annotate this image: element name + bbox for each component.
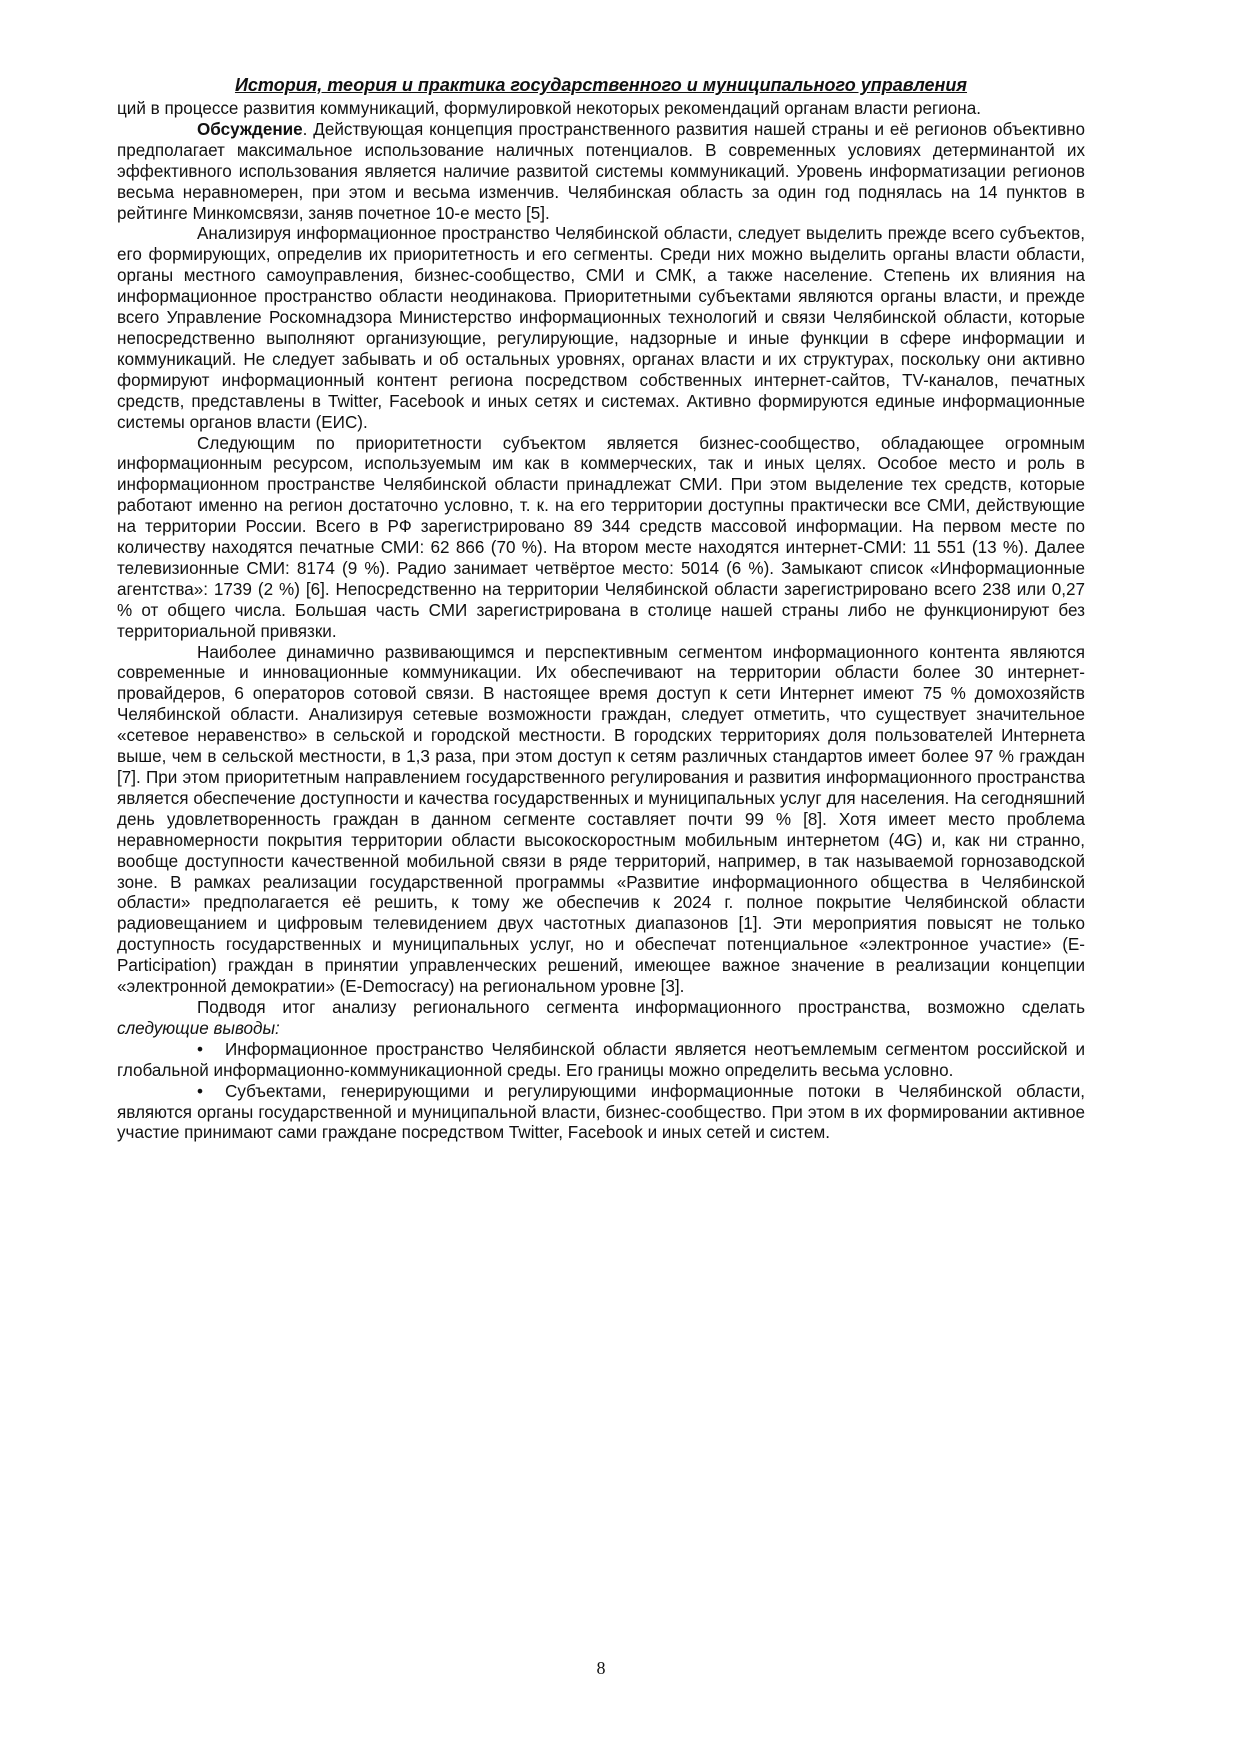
conclusions-italic: следующие выводы: <box>117 1018 280 1038</box>
discussion-heading: Обсуждение <box>197 119 303 139</box>
paragraph-conclusions-intro <box>117 998 1085 1040</box>
running-title: История, теория и практика государственного и муниципального управления <box>234 75 968 95</box>
page-number: 8 <box>596 1658 606 1678</box>
bullet-item-text: Субъектами, генерирующими и регулирующими информационные потоки в Челябинской области, являются органы государственной и муниципальной власти, бизнес-сообщество. При этом в их формировании активное участие принимают сами граждане посредством Twitter, Facebook и иных сетей и систем. <box>117 1081 1085 1143</box>
bullet-item-2 <box>117 1082 1085 1145</box>
bullet-icon: • <box>197 1081 203 1101</box>
bullet-icon: • <box>197 1039 203 1059</box>
body-text <box>117 99 1085 1144</box>
document-page <box>117 62 1085 1722</box>
conclusions-intro-text: Подводя итог анализу регионального сегмента информационного пространства, возможно сделать <box>197 997 1085 1017</box>
bullet-item-text: Информационное пространство Челябинской области является неотъемлемым сегментом российской и глобальной информационно-коммуникационной среды. Его границы можно определить весьма условно. <box>117 1039 1085 1080</box>
paragraph-discussion <box>117 120 1085 225</box>
paragraph-5: Наиболее динамично развивающимся и перспективным сегментом информационного контента являются современные и инновационные коммуникации. Их обеспечивают на территории области более 30 интернет-провайдеров, 6 операторов сотовой связи. В настоящее время доступ к сети Интернет имеют 75 % домохозяйств Челябинской области. Анализируя сетевые возможности граждан, следует отметить, что существует значительное «сетевое неравенство» в сельской и городской местности. В городских территориях доля пользователей Интернета выше, чем в сельской местности, в 1,3 раза, при этом доступ к сетям различных стандартов имеет более 97 % граждан [7]. При этом приоритетным направлением государственного регулирования и развития информационного пространства является обеспечение доступности и качества государственных и муниципальных услуг для населения. На сегодняшний день удовлетворенность граждан в данном сегменте составляет почти 99 % [8]. Хотя имеет место проблема неравномерности покрытия территории области высокоскоростным мобильным интернетом (4G) и, как ни странно, вообще доступности качественной мобильной связи в ряде территорий, например, в так называемой горнозаводской зоне. В рамках реализации государственной программы «Развитие информационного общества в Челябинской области» предполагается её решить, к тому же обеспечив к 2024 г. полное покрытие Челябинской области радиовещанием и цифровым телевидением двух частотных диапазонов [1]. Эти мероприятия повысят не только доступность государственных и муниципальных услуг, но и обеспечат потенциальное «электронное участие» (E-Participation) граждан в принятии управленческих решений, имеющее важное значение в реализации концепции «электронной демократии» (E-Democracy) на региональном уровне [3]. <box>117 642 1085 997</box>
discussion-text: . Действующая концепция пространственного развития нашей страны и её регионов объективно предполагает максимальное использование наличных потенциалов. В современных условиях детерминантой их эффективного использования является наличие развитой системы коммуникаций. Уровень информатизации регионов весьма неравномерен, при этом и весьма изменчив. Челябинская область за один год поднялась на 14 пунктов в рейтинге Минкомсвязи, заняв почетное 10-е место [5]. <box>117 119 1085 223</box>
bullet-item-1 <box>117 1040 1085 1082</box>
paragraph-1: ций в процессе развития коммуникаций, формулировкой некоторых рекомендаций органам власти региона. <box>117 99 981 118</box>
paragraph-3: Анализируя информационное пространство Челябинской области, следует выделить прежде всего субъектов, его формирующих, определив их приоритетность и его сегменты. Среди них можно выделить органы власти области, органы местного самоуправления, бизнес-сообщество, СМИ и СМК, а также население. Степень их влияния на информационное пространство области неодинакова. Приоритетными субъектами являются органы власти, и прежде всего Управление Роскомнадзора Министерство информационных технологий и связи Челябинской области, которые непосредственно выполняют организующие, регулирующие, надзорные и иные функции в сфере информации и коммуникаций. Не следует забывать и об остальных уровнях, органах власти и их структурах, поскольку они активно формируют информационный контент региона посредством собственных интернет-сайтов, TV-каналов, печатных средств, представлены в Twitter, Facebook и иных сетях и системах. Активно формируются единые информационные системы органов власти (ЕИС). <box>117 224 1085 432</box>
paragraph-4: Следующим по приоритетности субъектом является бизнес-сообщество, обладающее огромным информационным ресурсом, используемым им как в коммерческих, так и иных целях. Особое место и роль в информационном пространстве Челябинской области принадлежат СМИ. При этом выделение тех средств, которые работают именно на регион достаточно условно, т. к. на его территории доступны практически все СМИ, действующие на территории России. Всего в РФ зарегистрировано 89 344 средств массовой информации. На первом месте по количеству находятся печатные СМИ: 62 866 (70 %). На втором месте находятся интернет-СМИ: 11 551 (13 %). Далее телевизионные СМИ: 8174 (9 %). Радио занимает четвёртое место: 5014 (6 %). Замыкают список «Информационные агентства»: 1739 (2 %) [6]. Непосредственно на территории Челябинской области зарегистрировано всего 238 или 0,27 % от общего числа. Большая часть СМИ зарегистрирована в столице нашей страны либо не функционируют без территориальной привязки. <box>117 433 1085 641</box>
